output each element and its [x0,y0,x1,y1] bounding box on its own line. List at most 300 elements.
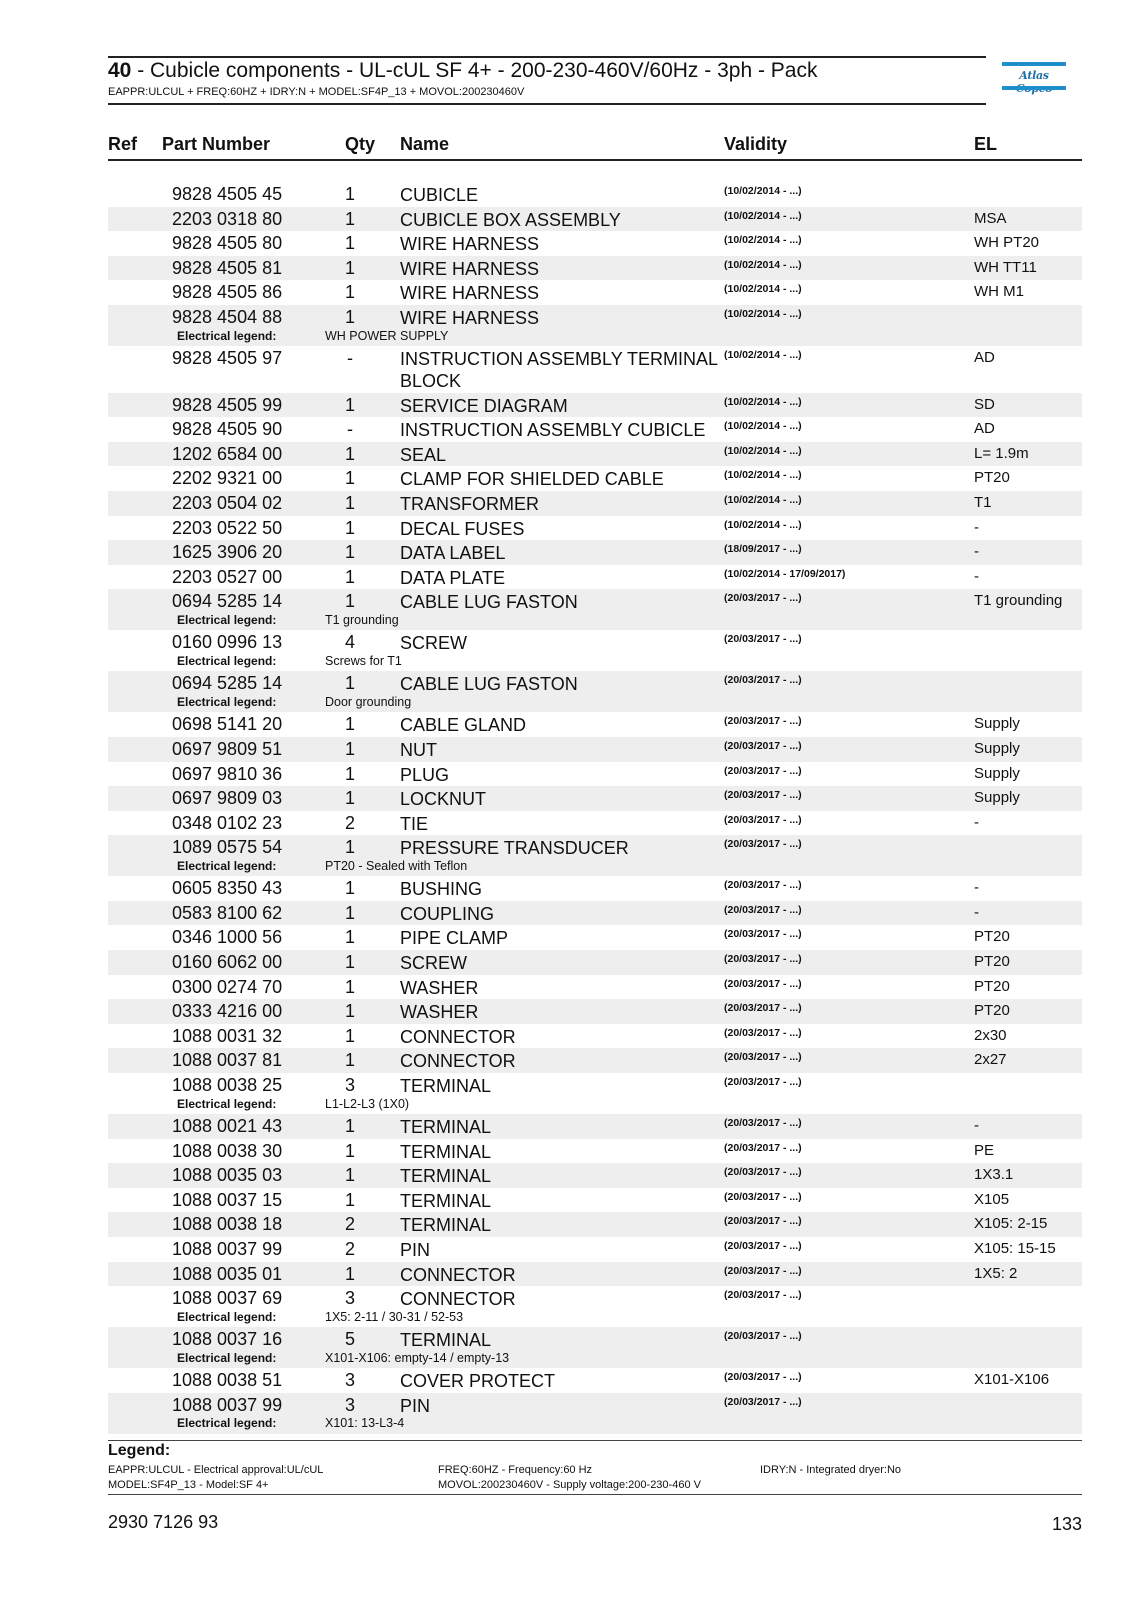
el-cell: X105: 15-15 [974,1240,1056,1257]
electrical-legend-label: Electrical legend: [177,653,277,668]
column-qty: Qty [345,134,376,154]
el-cell: SD [974,395,995,413]
electrical-legend-label: Electrical legend: [177,328,277,343]
validity-cell: (10/02/2014 - ...) [724,420,802,433]
legend-idry: IDRY:N - Integrated dryer:No [760,1464,902,1476]
qty-cell: 3 [344,1075,355,1096]
table-row [108,516,1082,541]
table-row [108,1163,1082,1188]
part-number-cell: 1088 0038 30 [172,1140,283,1161]
validity-cell: (18/09/2017 - ...) [724,543,802,556]
part-number-cell: 1088 0038 51 [172,1370,283,1391]
legend-freq: FREQ:60HZ - Frequency:60 Hz [438,1464,593,1476]
qty-cell: 1 [344,566,355,587]
part-number-cell: 1202 6584 00 [172,443,283,464]
table-row [108,786,1082,811]
name-cell: COUPLING [400,903,495,924]
part-number-cell: 9828 4505 97 [172,347,283,368]
validity-cell: (20/03/2017 - ...) [724,633,802,646]
parts-table [108,182,1082,1434]
legend-divider [108,1440,1082,1441]
table-row [108,280,1082,305]
electrical-legend-label: Electrical legend: [177,1350,277,1365]
el-cell: - [974,567,979,585]
name-cell: WASHER [400,977,479,998]
part-number-cell: 0160 0996 13 [172,632,283,653]
part-number-cell: 2203 0504 02 [172,492,283,513]
part-number-cell: 1088 0037 69 [172,1288,283,1309]
table-row [108,589,1082,630]
validity-cell: (10/02/2014 - ...) [724,185,802,197]
legend-bottom-divider [108,1494,1082,1495]
part-number-cell: 0348 0102 23 [172,812,283,833]
table-row [108,835,1082,876]
qty-cell: 1 [344,738,355,759]
el-cell: WH M1 [974,283,1024,301]
validity-cell: (10/02/2014 - ...) [724,493,802,506]
page-header [108,56,986,105]
part-number-cell: 9828 4505 99 [172,394,283,415]
name-cell: SCREW [400,953,467,974]
validity-cell: (20/03/2017 - ...) [724,1051,802,1064]
part-number-cell: 0698 5141 20 [172,714,283,735]
el-cell: PT20 [974,469,1010,487]
name-cell: WIRE HARNESS [400,258,540,279]
part-number-cell: 0694 5285 14 [172,591,283,612]
column-part-number: Part Number [162,134,271,154]
column-el: EL [974,134,998,154]
qty-cell: 1 [344,1116,355,1137]
qty-cell: 1 [344,591,355,612]
part-number-cell: 0605 8350 43 [172,878,283,899]
qty-cell: 1 [344,878,355,899]
part-number-cell: 1088 0037 15 [172,1189,283,1210]
part-number-cell: 2202 9321 00 [172,468,283,489]
qty-cell: - [347,347,353,368]
validity-cell: (20/03/2017 - ...) [724,789,802,802]
page-title [108,59,817,83]
table-row [108,762,1082,787]
name-cell: TERMINAL [400,1166,492,1187]
document-number: 2930 7126 93 [108,1512,219,1532]
qty-cell: 1 [344,1050,355,1071]
validity-cell: (10/02/2014 - 17/09/2017) [724,567,846,580]
validity-cell: (10/02/2014 - ...) [724,395,802,408]
table-row [108,630,1082,671]
name-cell: CUBICLE [400,185,479,205]
validity-cell: (20/03/2017 - ...) [724,879,802,892]
validity-cell: (20/03/2017 - ...) [724,1026,802,1039]
name-cell: SERVICE DIAGRAM [400,395,568,416]
name-cell: CABLE GLAND [400,715,527,736]
validity-cell: (20/03/2017 - ...) [724,1002,802,1015]
table-row [108,346,1082,393]
table-row [108,1327,1082,1368]
table-row [108,1073,1082,1114]
table-row [108,305,1082,346]
validity-cell: (20/03/2017 - ...) [724,977,802,990]
part-number-cell: 1089 0575 54 [172,837,283,858]
name-cell: CONNECTOR [400,1264,516,1285]
el-cell: PE [974,1141,995,1159]
electrical-legend-text: Door grounding [325,694,412,709]
el-cell: WH PT20 [974,234,1040,252]
name-cell: SEAL [400,444,447,465]
part-number-cell: 9828 4505 81 [172,257,283,278]
qty-cell: 3 [344,1370,355,1391]
part-number-cell: 0697 9809 51 [172,738,283,759]
name-cell: CABLE LUG FASTON [400,674,578,695]
name-cell: PIN [400,1240,431,1260]
qty-cell: 5 [344,1329,355,1350]
qty-cell: 1 [344,542,355,563]
el-cell: L= 1.9m [974,444,1029,462]
el-cell: T1 grounding [974,592,1063,610]
el-cell: - [974,879,979,897]
name-cell: SCREW [400,633,467,654]
name-cell: TRANSFORMER [400,493,539,514]
qty-cell: 2 [344,1214,355,1235]
page-number: 133 [1052,1514,1083,1534]
name-cell: TERMINAL [400,1330,492,1351]
validity-cell: (10/02/2014 - ...) [724,348,802,361]
validity-cell: (10/02/2014 - ...) [724,469,802,482]
electrical-legend-label: Electrical legend: [177,1096,277,1111]
validity-cell: (10/02/2014 - ...) [724,209,802,222]
column-validity: Validity [724,134,788,154]
part-number-cell: 0300 0274 70 [172,976,283,997]
part-number-cell: 0333 4216 00 [172,1001,283,1022]
legend-eappr: EAPPR:ULCUL - Electrical approval:UL/cUL [108,1464,324,1476]
el-cell: PT20 [974,928,1010,946]
name-cell: CLAMP FOR SHIELDED CABLE [400,469,664,490]
table-row [108,737,1082,762]
validity-cell: (10/02/2014 - ...) [724,258,802,271]
electrical-legend-label: Electrical legend: [177,694,277,709]
validity-cell: (20/03/2017 - ...) [724,1190,802,1203]
name-cell: WIRE HARNESS [400,234,540,255]
qty-cell: 1 [344,976,355,997]
qty-cell: 1 [344,468,355,489]
qty-cell: 1 [344,1189,355,1210]
part-number-cell: 2203 0527 00 [172,566,283,587]
table-row [108,712,1082,737]
el-cell: - [974,903,979,921]
electrical-legend-text: X101: 13-L3-4 [325,1416,405,1431]
qty-cell: 1 [344,306,355,327]
name-cell: WIRE HARNESS [400,283,540,304]
name-cell: TERMINAL [400,1215,492,1236]
validity-cell: (20/03/2017 - ...) [724,1166,802,1179]
qty-cell: 1 [344,394,355,415]
electrical-legend-label: Electrical legend: [177,612,277,627]
el-cell: 1X5: 2 [974,1264,1018,1282]
el-cell: - [974,518,979,536]
electrical-legend-text: 1X5: 2-11 / 30-31 / 52-53 [325,1309,464,1324]
qty-cell: 1 [344,257,355,278]
validity-cell: (20/03/2017 - ...) [724,1264,802,1277]
validity-cell: (20/03/2017 - ...) [724,903,802,916]
part-number-cell: 1088 0021 43 [172,1116,283,1137]
qty-cell: - [347,419,353,440]
name-cell: WASHER [400,1002,479,1023]
part-number-cell: 2203 0318 80 [172,208,283,229]
el-cell: Supply [974,739,1020,757]
part-number-cell: 9828 4504 88 [172,306,283,327]
electrical-legend-text: WH POWER SUPPLY [325,328,449,343]
electrical-legend-text: T1 grounding [325,612,399,627]
table-row [108,901,1082,926]
part-number-cell: 1088 0038 25 [172,1075,283,1096]
qty-cell: 1 [344,714,355,735]
legend-movol: MOVOL:200230460V - Supply voltage:200-230-460 V [438,1479,701,1491]
validity-cell: (20/03/2017 - ...) [724,1141,802,1154]
part-number-cell: 1088 0031 32 [172,1025,283,1046]
validity-cell: (20/03/2017 - ...) [724,1215,802,1228]
logo-text: Atlas [1019,69,1049,82]
validity-cell: (20/03/2017 - ...) [724,715,802,728]
table-row [108,207,1082,232]
part-number-cell: 1088 0038 18 [172,1214,283,1235]
table-row [108,950,1082,975]
name-cell: PLUG [400,764,450,785]
qty-cell: 1 [344,184,355,204]
part-number-cell: 9828 4505 86 [172,282,283,303]
validity-cell: (20/03/2017 - ...) [724,1330,802,1343]
el-cell: 2x27 [974,1051,1007,1069]
validity-cell: (20/03/2017 - ...) [724,674,802,687]
el-cell: WH TT11 [974,258,1037,276]
table-row [108,925,1082,950]
el-cell: Supply [974,715,1020,733]
validity-cell: (10/02/2014 - ...) [724,234,802,247]
part-number-cell: 0697 9809 03 [172,788,283,809]
part-number-cell: 0160 6062 00 [172,952,283,973]
legend-model: MODEL:SF4P_13 - Model:SF 4+ [108,1479,269,1491]
qty-cell: 1 [344,952,355,973]
name-cell: TIE [400,813,429,834]
part-number-cell: 1088 0035 01 [172,1263,283,1284]
qty-cell: 1 [344,233,355,254]
table-row [108,442,1082,467]
validity-cell: (10/02/2014 - ...) [724,444,802,457]
table-row [108,1393,1082,1434]
column-name: Name [400,134,450,154]
qty-cell: 1 [344,763,355,784]
part-number-cell: 9828 4505 90 [172,419,283,440]
qty-cell: 3 [344,1394,355,1415]
el-cell: PT20 [974,953,1010,971]
part-number-cell: 1088 0037 81 [172,1050,283,1071]
table-row [108,876,1082,901]
part-number-cell: 9828 4505 45 [172,184,283,204]
part-number-cell: 0694 5285 14 [172,673,283,694]
qty-cell: 1 [344,492,355,513]
qty-cell: 1 [344,443,355,464]
qty-cell: 1 [344,1165,355,1186]
qty-cell: 1 [344,1001,355,1022]
qty-cell: 1 [344,1140,355,1161]
el-cell: PT20 [974,1002,1010,1020]
part-number-cell: 1088 0037 99 [172,1394,283,1415]
logo-bar-top [1002,62,1066,66]
qty-cell: 1 [344,788,355,809]
name-cell: CABLE LUG FASTON [400,592,578,613]
part-number-cell: 9828 4505 80 [172,233,283,254]
validity-cell: (20/03/2017 - ...) [724,928,802,941]
qty-cell: 3 [344,1288,355,1309]
table-row [108,565,1082,590]
qty-cell: 1 [344,208,355,229]
logo-bar-bottom [1002,86,1066,90]
el-cell: - [974,813,979,831]
el-cell: X101-X106 [974,1371,1050,1389]
validity-cell: (20/03/2017 - ...) [724,953,802,966]
table-row [108,182,1082,207]
table-row [108,1188,1082,1213]
validity-cell: (20/03/2017 - ...) [724,739,802,752]
table-row [108,231,1082,256]
validity-cell: (20/03/2017 - ...) [724,1289,802,1302]
table-row [108,1114,1082,1139]
qty-cell: 1 [344,927,355,948]
el-cell: X105: 2-15 [974,1215,1048,1233]
name-cell: TERMINAL [400,1076,492,1097]
validity-cell: (20/03/2017 - ...) [724,1076,802,1089]
qty-cell: 1 [344,1025,355,1046]
validity-cell: (20/03/2017 - ...) [724,1371,802,1384]
part-number-cell: 1625 3906 20 [172,542,283,563]
table-row [108,811,1082,836]
part-number-cell: 1088 0037 16 [172,1329,283,1350]
validity-cell: (20/03/2017 - ...) [724,838,802,851]
electrical-legend-text: PT20 - Sealed with Teflon [325,858,468,873]
page-subtitle: EAPPR:ULCUL + FREQ:60HZ + IDRY:N + MODEL:SF4P_13 + MOVOL:200230460V [108,86,525,98]
name-cell: TERMINAL [400,1117,492,1138]
el-cell: 2x30 [974,1026,1007,1044]
el-cell: Supply [974,789,1020,807]
qty-cell: 2 [344,812,355,833]
el-cell: - [974,1117,979,1135]
part-number-cell: 0346 1000 56 [172,927,283,948]
part-number-cell: 1088 0035 03 [172,1165,283,1186]
name-cell: PRESSURE TRANSDUCER [400,838,629,859]
table-row [108,975,1082,1000]
qty-cell: 1 [344,673,355,694]
el-cell: T1 [974,493,992,511]
name-cell: CONNECTOR [400,1026,516,1047]
validity-cell: (10/02/2014 - ...) [724,307,802,320]
table-row [108,1139,1082,1164]
electrical-legend-label: Electrical legend: [177,1309,277,1324]
name-cell: PIPE CLAMP [400,928,509,949]
name-cell: DATA PLATE [400,567,506,588]
table-row [108,417,1082,442]
name-cell: CUBICLE BOX ASSEMBLY [400,209,621,230]
name-cell: DATA LABEL [400,543,506,564]
validity-cell: (10/02/2014 - ...) [724,283,802,296]
el-cell: 1X3.1 [974,1166,1014,1184]
table-row [108,1212,1082,1237]
name-cell: WIRE HARNESS [400,307,540,328]
section-title: - Cubicle components - UL-cUL SF 4+ - 200-230-460V/60Hz - 3ph - Pack [131,59,818,82]
el-cell: AD [974,420,995,438]
table-row [108,1368,1082,1393]
electrical-legend-text: L1-L2-L3 (1X0) [325,1096,410,1111]
column-ref: Ref [108,134,138,154]
name-cell: BUSHING [400,879,483,900]
el-cell: - [974,543,979,561]
table-row [108,671,1082,712]
qty-cell: 1 [344,902,355,923]
validity-cell: (20/03/2017 - ...) [724,1395,802,1408]
table-row [108,256,1082,281]
name-cell: INSTRUCTION ASSEMBLY TERMINAL BLOCK [400,348,718,391]
qty-cell: 2 [344,1239,355,1259]
table-row [108,999,1082,1024]
table-row [108,540,1082,565]
name-cell: TERMINAL [400,1190,492,1211]
part-number-cell: 1088 0037 99 [172,1239,283,1259]
qty-cell: 1 [344,517,355,538]
name-cell: INSTRUCTION ASSEMBLY CUBICLE [400,420,706,441]
electrical-legend-text: Screws for T1 [325,653,402,668]
electrical-legend-label: Electrical legend: [177,858,277,873]
part-number-cell: 0697 9810 36 [172,763,283,784]
table-row [108,1286,1082,1327]
validity-cell: (20/03/2017 - ...) [724,813,802,826]
el-cell: PT20 [974,977,1010,995]
name-cell: DECAL FUSES [400,518,525,539]
part-number-cell: 2203 0522 50 [172,517,283,538]
name-cell: TERMINAL [400,1141,492,1162]
name-cell: NUT [400,739,437,760]
qty-cell: 1 [344,837,355,858]
part-number-cell: 0583 8100 62 [172,902,283,923]
validity-cell: (20/03/2017 - ...) [724,764,802,777]
electrical-legend-label: Electrical legend: [177,1416,277,1431]
table-row [108,466,1082,491]
validity-cell: (20/03/2017 - ...) [724,592,802,605]
name-cell: COVER PROTECT [400,1371,556,1392]
el-cell: MSA [974,209,1007,227]
validity-cell: (20/03/2017 - ...) [724,1240,802,1252]
column-headers [108,133,1082,161]
atlas-copco-logo [1002,62,1066,94]
table-row [108,491,1082,516]
name-cell: CONNECTOR [400,1051,516,1072]
section-number: 40 [108,59,132,82]
el-cell: Supply [974,764,1020,782]
qty-cell: 1 [344,282,355,303]
qty-cell: 1 [344,1263,355,1284]
electrical-legend-text: X101-X106: empty-14 / empty-13 [325,1350,510,1365]
name-cell: PIN [400,1395,431,1416]
table-row [108,1262,1082,1287]
validity-cell: (20/03/2017 - ...) [724,1117,802,1130]
qty-cell: 4 [344,632,355,653]
validity-cell: (10/02/2014 - ...) [724,518,802,531]
table-row [108,393,1082,418]
name-cell: LOCKNUT [400,789,487,810]
legend-title: Legend: [108,1442,171,1459]
name-cell: CONNECTOR [400,1289,516,1310]
el-cell: AD [974,348,995,366]
table-row [108,1024,1082,1049]
table-row [108,1048,1082,1073]
table-row [108,1237,1082,1262]
el-cell: X105 [974,1190,1010,1208]
